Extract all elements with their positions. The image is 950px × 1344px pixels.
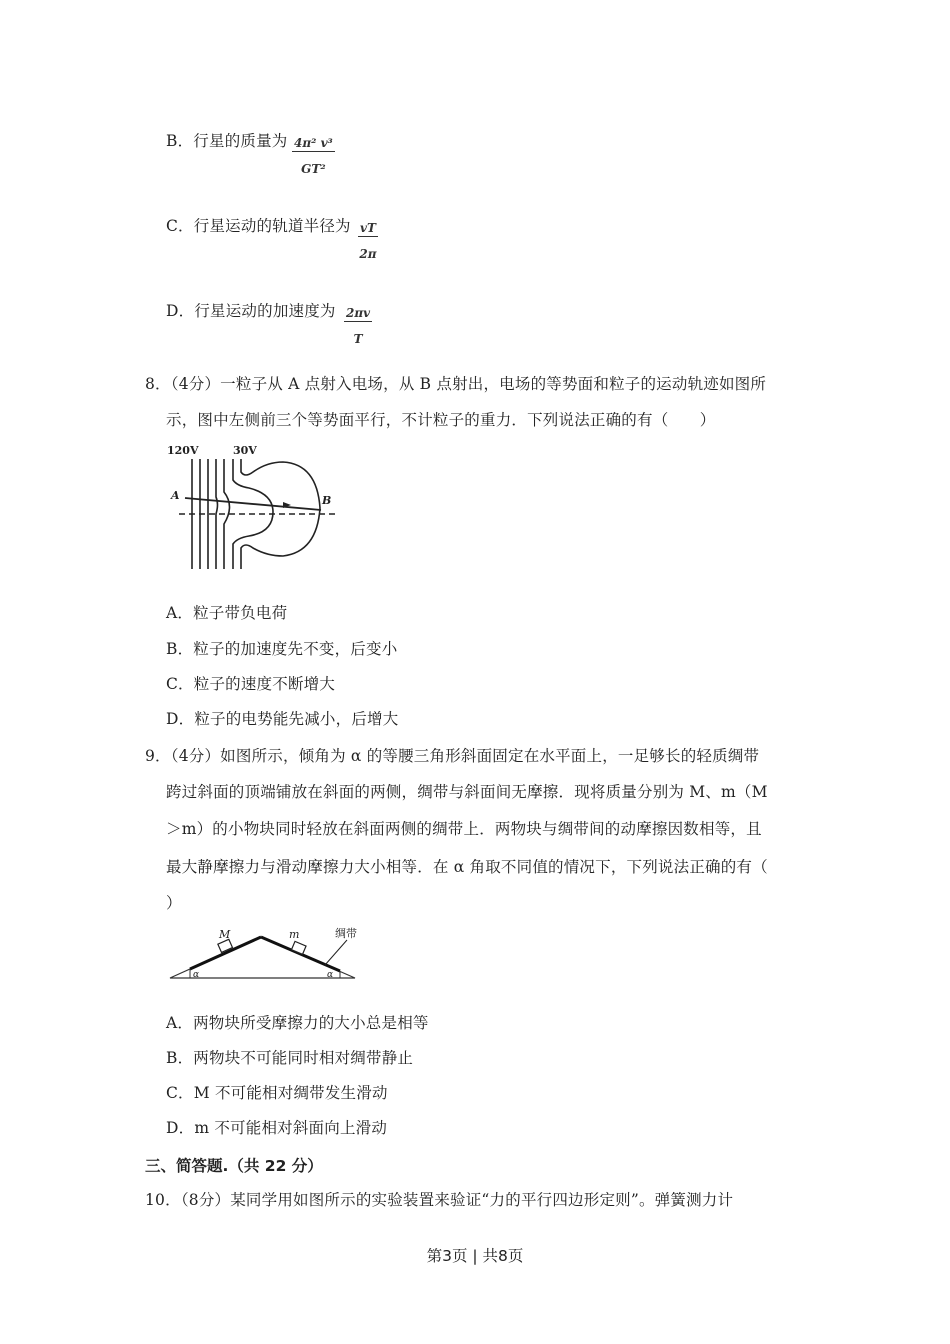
- fraction-denominator: 2π: [359, 247, 377, 261]
- q9-stem-line-4: 最大静摩擦力与滑动摩擦力大小相等．在 α 角取不同值的情况下，下列说法正确的有（: [166, 858, 768, 876]
- fraction-numerator: 4π² v³: [294, 136, 333, 150]
- q7-option-b-formula: [292, 136, 335, 176]
- point-b-label: B: [322, 494, 332, 507]
- fraction-denominator: GT²: [301, 162, 326, 176]
- q8-electric-field-figure: [165, 442, 345, 572]
- block-m-small-label: m: [289, 928, 300, 941]
- block-m-large-label: M: [219, 928, 231, 941]
- ribbon-label: 绸带: [335, 927, 357, 940]
- section-3-heading: 三、简答题.（共 22 分）: [145, 1157, 323, 1175]
- q9-incline-figure: [165, 920, 365, 985]
- q9-option-c: C．M 不可能相对绸带发生滑动: [166, 1084, 388, 1102]
- fraction-numerator: vT: [360, 221, 376, 235]
- q9-stem-line-3: ＞m）的小物块同时轻放在斜面两侧的绸带上．两物块与绸带间的动摩擦因数相等，且: [166, 820, 762, 838]
- q8-option-b: B．粒子的加速度先不变，后变小: [166, 640, 398, 658]
- q10-stem-line-1: 10．（8分）某同学用如图所示的实验装置来验证“力的平行四边形定则”。弹簧测力计: [145, 1191, 734, 1209]
- fraction-numerator: 2πv: [346, 306, 371, 320]
- option-text: C．行星运动的轨道半径为: [166, 217, 351, 235]
- option-text: B．行星的质量为: [166, 132, 288, 150]
- q7-option-c: [166, 216, 351, 236]
- page-footer: 第3页 | 共8页: [426, 1247, 524, 1265]
- q9-stem-line-5: ）: [166, 894, 182, 912]
- q9-stem-line-2: 跨过斜面的顶端铺放在斜面的两侧，绸带与斜面间无摩擦．现将质量分别为 M、m（M: [166, 783, 768, 801]
- label-30v: 30V: [233, 444, 257, 457]
- q9-stem-line-1: 9．（4分）如图所示，倾角为 α 的等腰三角形斜面固定在水平面上，一足够长的轻质绸带: [145, 747, 760, 765]
- option-text: D．行星运动的加速度为: [166, 302, 336, 320]
- angle-left-label: α: [193, 970, 200, 980]
- angle-right-label: α: [327, 970, 334, 980]
- fraction-denominator: T: [353, 332, 363, 346]
- label-120v: 120V: [167, 444, 199, 457]
- q7-option-d: [166, 301, 336, 321]
- q9-option-d: D．m 不可能相对斜面向上滑动: [166, 1119, 388, 1137]
- q9-option-b: B．两物块不可能同时相对绸带静止: [166, 1049, 414, 1067]
- point-a-label: A: [171, 489, 180, 502]
- q9-option-a: A．两物块所受摩擦力的大小总是相等: [166, 1014, 429, 1032]
- q8-option-d: D．粒子的电势能先减小，后增大: [166, 710, 399, 728]
- q8-stem-line-1: 8．（4分）一粒子从 A 点射入电场，从 B 点射出，电场的等势面和粒子的运动轨迹如图所: [145, 375, 767, 393]
- q7-option-d-formula: [344, 306, 372, 346]
- q8-option-c: C．粒子的速度不断增大: [166, 675, 336, 693]
- q7-option-c-formula: [358, 221, 378, 261]
- q8-option-a: A．粒子带负电荷: [166, 604, 288, 622]
- q7-option-b: [166, 131, 288, 151]
- q8-stem-line-2: 示，图中左侧前三个等势面平行，不计粒子的重力．下列说法正确的有（ ）: [166, 411, 716, 429]
